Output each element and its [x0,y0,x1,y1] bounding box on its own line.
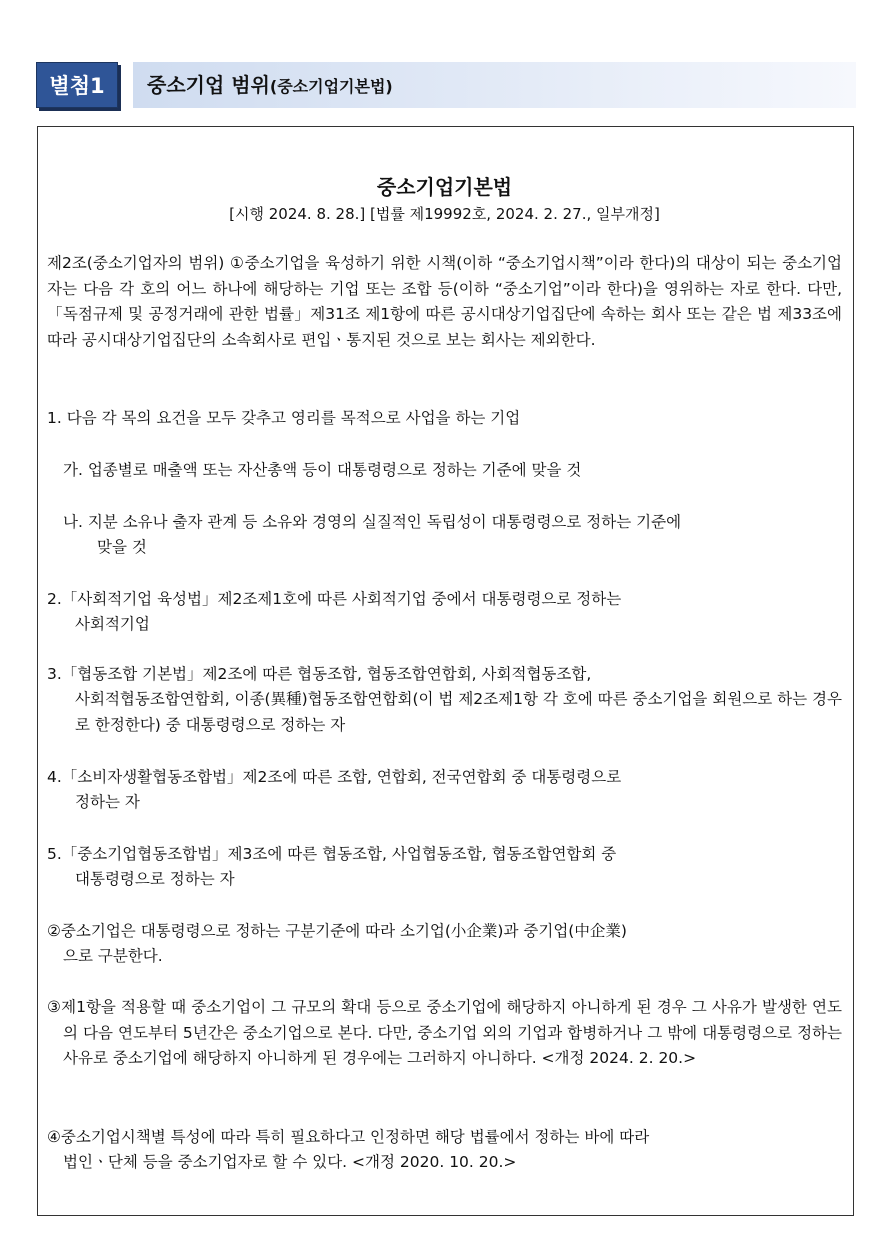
article2-intro: 제2조(중소기업자의 범위) ①중소기업을 육성하기 위한 시책(이하 “중소기업시책”이라 한다)의 대상이 되는 중소기업자는 다음 각 호의 어느 하나에 해당하는 기업 또는 조합 등(이하 “중소기업”이라 한다)을 영위하는 자로 한다. 다만,「독점규제 및 공정거래에 관한 법률」제31조 제1항에 따른 공시대상기업집단에 속하는 회사 또는 같은 법 제33조에 따라 공시대상기업집단의 소속회사로 편입ㆍ통지된 것으로 보는 회사는 제외한다. [47,254,842,349]
attachment-badge: 별첨1 [36,62,118,108]
law-text-box [37,126,854,1216]
header-title-bar [133,62,856,108]
paragraph-2-line2: 으로 구분한다. [63,947,163,965]
item-1-na-line1: 나. 지분 소유나 출자 관계 등 소유와 경영의 실질적인 독립성이 대통령령으로 정하는 기준에 [63,513,682,531]
item-4-line1: 4.「소비자생활협동조합법」제2조에 따른 조합, 연합회, 전국연합회 중 대통령령으로 [47,768,622,786]
paragraph-3: ③제1항을 적용할 때 중소기업이 그 규모의 확대 등으로 중소기업에 해당하지 아니하게 된 경우 그 사유가 발생한 연도의 다음 연도부터 5년간은 중소기업으로 본다. 다만, 중소기업 외의 기업과 합병하거나 그 밖에 대통령령으로 정하는 사유로 중소기업에 해당하지 아니하게 된 경우에는 그러하지 아니하다. <개정 2024. 2. 20.> [47,998,842,1067]
paragraph-4-line1: ④중소기업시책별 특성에 따라 특히 필요하다고 인정하면 해당 법률에서 정하는 바에 따라 [47,1128,650,1146]
item-3-line1: 3.「협동조합 기본법」제2조에 따른 협동조합, 협동조합연합회, 사회적협동조합, [47,665,592,683]
item-1-ga: 가. 업종별로 매출액 또는 자산총액 등이 대통령령으로 정하는 기준에 맞을 것 [63,461,582,479]
item-5-line1: 5.「중소기업협동조합법」제3조에 따른 협동조합, 사업협동조합, 협동조합연합회 중 [47,845,617,863]
attachment-header [36,62,856,110]
item-3-rest: 사회적협동조합연합회, 이종(異種)협동조합연합회(이 법 제2조제1항 각 호에 따른 중소기업을 회원으로 하는 경우로 한정한다) 중 대통령령으로 정하는 자 [75,690,842,734]
item-2-line1: 2.「사회적기업 육성법」제2조제1호에 따른 사회적기업 중에서 대통령령으로 정하는 [47,590,622,608]
item-5-line2: 대통령령으로 정하는 자 [75,870,235,888]
paragraph-4-line2: 법인ㆍ단체 등을 중소기업자로 할 수 있다. <개정 2020. 10. 20.> [63,1153,517,1171]
item-1: 1. 다음 각 목의 요건을 모두 갖추고 영리를 목적으로 사업을 하는 기업 [47,409,521,427]
item-1-na-line2: 맞을 것 [97,538,147,556]
title-sub: (중소기업기본법) [269,77,393,96]
law-title: 중소기업기본법 [376,175,513,199]
law-enforcement-info: [시행 2024. 8. 28.] [법률 제19992호, 2024. 2. 27., 일부개정] [229,205,660,223]
page-title [147,62,393,110]
item-2-line2: 사회적기업 [75,615,150,633]
title-main: 중소기업 범위 [147,73,270,97]
item-4-line2: 정하는 자 [75,793,140,811]
paragraph-2-line1: ②중소기업은 대통령령으로 정하는 구분기준에 따라 소기업(小企業)과 중기업(中企業) [47,922,627,940]
